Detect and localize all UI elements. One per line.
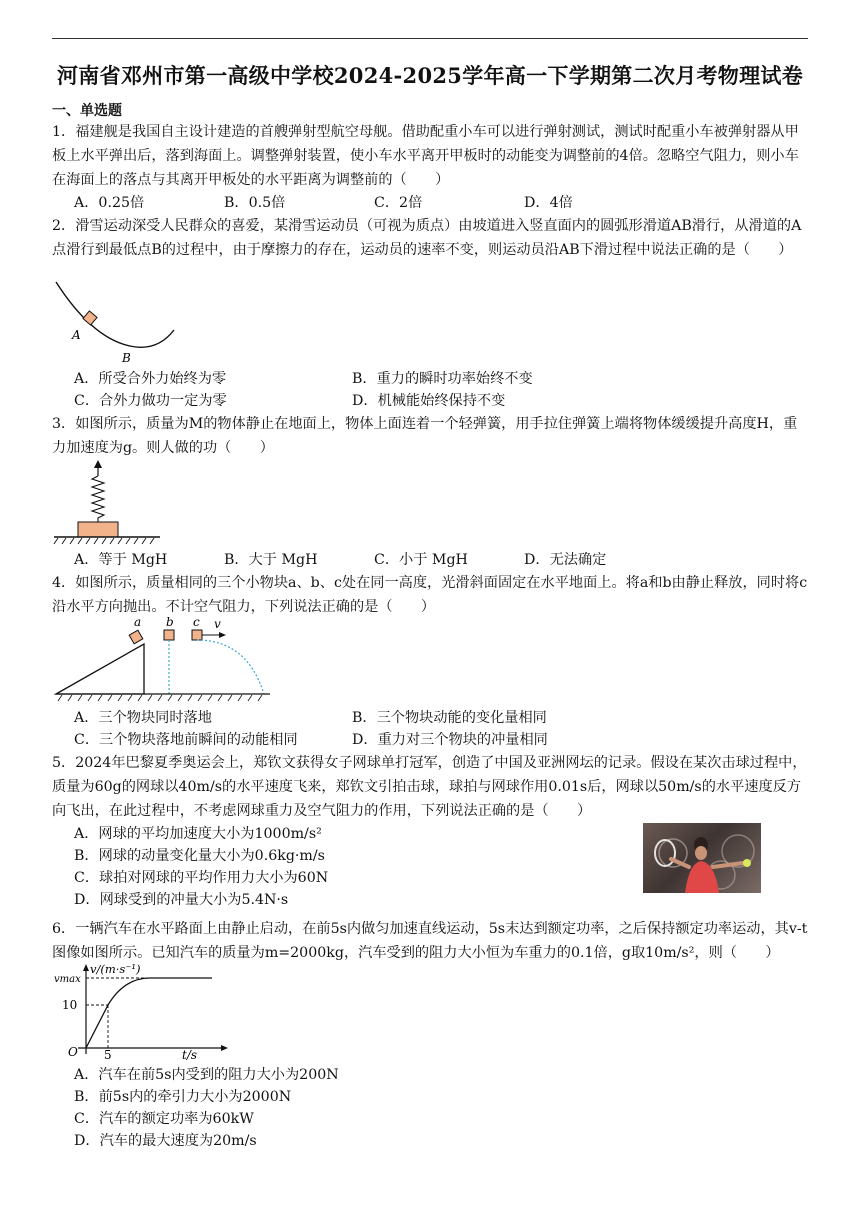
question-3 bbox=[52, 412, 808, 460]
option-b[interactable]: B．0.5倍 bbox=[224, 195, 286, 211]
exam-title: 河南省邓州市第一高级中学校2024-2025学年高一下学期第二次月考物理试卷 bbox=[56, 63, 803, 88]
option-c[interactable]: C．2倍 bbox=[374, 195, 423, 211]
incline bbox=[56, 644, 144, 694]
option-c[interactable]: C．球拍对网球的平均作用力大小为60N bbox=[74, 870, 329, 886]
option-c[interactable]: C．小于 MgH bbox=[374, 552, 468, 568]
origin-label: O bbox=[68, 1045, 78, 1059]
question-stem: 4．如图所示，质量相同的三个小物块a、b、c处在同一高度，光滑斜面固定在水平地面上。将a和b由静止释放，同时将c沿水平方向抛出。不计空气阻力，下列说法正确的是（ ） bbox=[52, 575, 808, 615]
option-a[interactable]: A．网球的平均加速度大小为1000m/s² bbox=[74, 826, 322, 842]
question-4-options bbox=[52, 707, 808, 751]
question-6 bbox=[52, 917, 808, 965]
option-c[interactable]: C．三个物块落地前瞬间的动能相同 bbox=[74, 732, 298, 748]
option-a[interactable]: A．0.25倍 bbox=[74, 195, 145, 211]
option-d[interactable]: D．汽车的最大速度为20m/s bbox=[74, 1133, 257, 1149]
option-b[interactable]: B．网球的动量变化量大小为0.6kg·m/s bbox=[74, 848, 325, 864]
y-tick-10: 10 bbox=[62, 998, 78, 1012]
option-b[interactable]: B．前5s内的牵引力大小为2000N bbox=[74, 1089, 292, 1105]
option-a[interactable]: A．汽车在前5s内受到的阻力大小为200N bbox=[74, 1067, 339, 1083]
options bbox=[52, 707, 808, 751]
option-d[interactable]: D．网球受到的冲量大小为5.4N·s bbox=[74, 892, 289, 908]
option-d[interactable]: D．重力对三个物块的冲量相同 bbox=[352, 732, 548, 748]
header-rule bbox=[52, 38, 808, 39]
x-tick-5: 5 bbox=[104, 1048, 112, 1060]
question-stem: 6．一辆汽车在水平路面上由静止启动，在前5s内做匀加速直线运动，5s末达到额定功率，之后保持额定功率运动，其v-t图像如图所示。已知汽车的质量为m=2000kg，汽车受到的阻力大小恒为车重力的0.1倍，g取10m/s²，则（ ） bbox=[52, 921, 808, 961]
question-1 bbox=[52, 120, 808, 214]
option-b[interactable]: B．重力的瞬时功率始终不变 bbox=[352, 371, 533, 387]
option-a[interactable]: A．等于 MgH bbox=[74, 552, 168, 568]
ground-hatch bbox=[54, 538, 154, 544]
question-3-options bbox=[52, 549, 808, 571]
option-b[interactable]: B．大于 MgH bbox=[224, 552, 318, 568]
spring-block-figure bbox=[52, 460, 162, 546]
block-c bbox=[192, 630, 202, 640]
question-2 bbox=[52, 214, 808, 262]
tennis-player-photo bbox=[643, 823, 761, 893]
label-b: B bbox=[122, 351, 131, 364]
option-a[interactable]: A．所受合外力始终为零 bbox=[74, 371, 227, 387]
option-a[interactable]: A．三个物块同时落地 bbox=[74, 710, 212, 726]
options bbox=[52, 192, 808, 214]
options bbox=[52, 549, 808, 571]
velocity-arrow-head bbox=[219, 632, 226, 638]
question-stem: 1．福建舰是我国自主设计建造的首艘弹射型航空母舰。借助配重小车可以进行弹射测试，测试时配重小车被弹射器从甲板上水平弹出后，落到海面上。调整弹射装置，使小车水平离开甲板时的动能变为调整前的4倍。忽略空气阻力，则小车在海面上的落点与其离开甲板处的水平距离为调整前的（ ） bbox=[52, 124, 799, 188]
v-axis-label: v/(m·s⁻¹) bbox=[90, 962, 141, 976]
block-b bbox=[164, 630, 174, 640]
options bbox=[52, 368, 808, 412]
block-a bbox=[129, 630, 143, 644]
block-m bbox=[78, 522, 118, 537]
c-projectile-path bbox=[197, 640, 264, 694]
accel-segment bbox=[86, 1005, 108, 1048]
question-stem: 3．如图所示，质量为M的物体静止在地面上，物体上面连着一个轻弹簧，用手拉住弹簧上端将物体缓缓提升高度H，重力加速度为g。则人做的功（ ） bbox=[52, 416, 798, 456]
question-stem: 2．滑雪运动深受人民群众的喜爱，某滑雪运动员（可视为质点）由坡道进入竖直面内的圆弧形滑道AB滑行，从滑道的A点滑行到最低点B的过程中，由于摩擦力的存在，运动员的速率不变，则运动员沿AB下滑过程中说法正确的是（ ） bbox=[52, 218, 802, 258]
ski-slope-figure bbox=[52, 278, 182, 364]
ground-hatch bbox=[58, 695, 262, 701]
label-a: A bbox=[72, 328, 81, 342]
option-d[interactable]: D．4倍 bbox=[524, 195, 573, 211]
option-c[interactable]: C．汽车的额定功率为60kW bbox=[74, 1111, 254, 1127]
label-b: b bbox=[166, 616, 174, 629]
skier-block bbox=[83, 311, 97, 325]
option-d[interactable]: D．无法确定 bbox=[524, 552, 607, 568]
spring bbox=[92, 476, 104, 522]
label-a: a bbox=[134, 616, 142, 629]
t-axis-arrow bbox=[221, 1045, 228, 1051]
v-axis-arrow bbox=[83, 964, 89, 971]
question-2-options bbox=[52, 368, 808, 412]
option-c[interactable]: C．合外力做功一定为零 bbox=[74, 393, 227, 409]
section-heading: 一、单选题 bbox=[52, 103, 122, 119]
label-c: c bbox=[193, 616, 200, 629]
option-b[interactable]: B．三个物块动能的变化量相同 bbox=[352, 710, 547, 726]
vmax-label: vmax bbox=[54, 974, 81, 985]
t-axis-label: t/s bbox=[182, 1048, 198, 1060]
power-curve bbox=[108, 978, 212, 1005]
question-stem: 5．2024年巴黎夏季奥运会上，郑钦文获得女子网球单打冠军，创造了中国及亚洲网坛的记录。假设在某次击球过程中，质量为60g的网球以40m/s的水平速度飞来，郑钦文引拍击球，球拍与网球作用0.01s后，网球以50m/s的水平速度反方向飞出，在此过程中，不考虑网球重力及空气阻力的作用，下列说法正确的是（ ） bbox=[52, 755, 807, 819]
question-6-options bbox=[52, 1064, 808, 1152]
three-blocks-figure bbox=[52, 616, 272, 708]
vt-graph bbox=[52, 962, 232, 1060]
label-v: v bbox=[214, 617, 221, 631]
option-d[interactable]: D．机械能始终保持不变 bbox=[352, 393, 506, 409]
arrow-head bbox=[94, 460, 102, 468]
question-4 bbox=[52, 571, 808, 619]
tennis-photo-art bbox=[643, 823, 761, 893]
